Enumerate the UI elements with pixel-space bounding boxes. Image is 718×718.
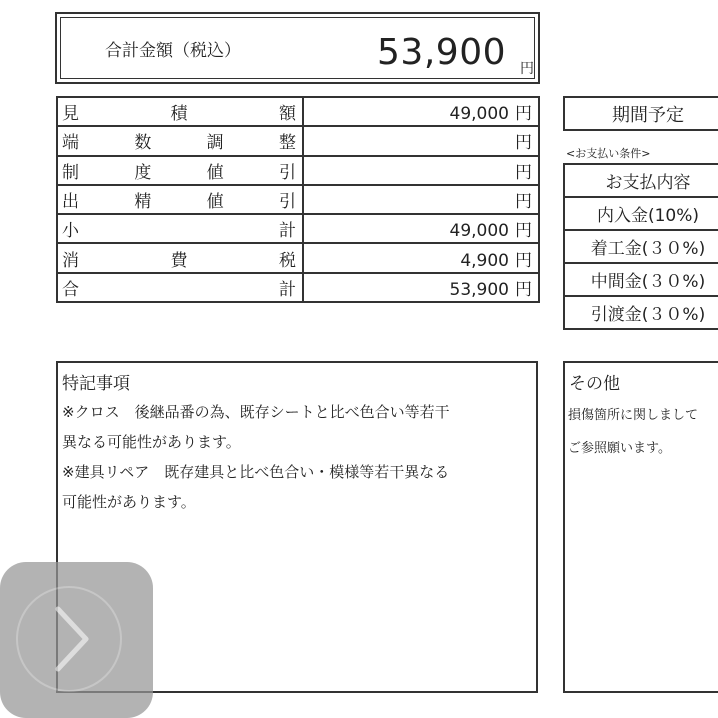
estimate-value-cell <box>303 214 539 243</box>
estimate-label-cell <box>57 243 303 272</box>
table-row <box>57 126 539 155</box>
table-row <box>564 164 718 197</box>
period-box <box>563 96 718 131</box>
payment-header: お支払内容 <box>564 164 718 197</box>
estimate-label-char: 端 <box>62 133 79 154</box>
table-row <box>57 243 539 272</box>
estimate-label-cell <box>57 126 303 155</box>
note-line: ※建具リペア 既存建具と比べ色合い・模様等若干異なる <box>62 463 450 481</box>
estimate-label-char: 値 <box>206 192 224 213</box>
total-label: 合計金額（税込） <box>105 41 241 61</box>
table-row <box>564 263 718 296</box>
table-row <box>57 273 539 302</box>
table-row <box>57 185 539 214</box>
estimate-label-char: 計 <box>279 221 296 242</box>
other-notes-title: その他 <box>569 374 620 394</box>
estimate-value-cell <box>303 185 539 214</box>
total-unit: 円 <box>520 61 534 77</box>
estimate-value: 4,900 <box>460 250 509 271</box>
estimate-label-cell <box>57 273 303 302</box>
table-row <box>564 230 718 263</box>
chevron-right-icon <box>14 584 124 694</box>
next-page-button[interactable] <box>0 562 153 718</box>
estimate-value: 49,000 <box>449 104 509 125</box>
estimate-label-char: 引 <box>278 162 296 183</box>
table-row <box>57 214 539 243</box>
estimate-label-char: 数 <box>134 133 152 154</box>
estimate-label-char: 出 <box>62 192 79 213</box>
estimate-unit: 円 <box>515 162 532 183</box>
payment-caption: <お支払い条件> <box>566 147 651 160</box>
estimate-label-char: 積 <box>170 104 188 125</box>
payment-table <box>563 163 718 330</box>
estimate-label-char: 額 <box>279 104 296 125</box>
period-label: 期間予定 <box>612 104 684 126</box>
special-notes-title: 特記事項 <box>62 374 130 394</box>
estimate-value-cell <box>303 97 539 126</box>
estimate-label-char: 整 <box>278 133 296 154</box>
other-notes-box <box>563 361 718 693</box>
estimate-label-char: 調 <box>206 133 224 154</box>
total-amount: 53,900 <box>377 32 506 73</box>
payment-item: 内入金(10%) <box>564 197 718 230</box>
estimate-label-char: 費 <box>170 250 188 271</box>
total-amount-box <box>55 12 540 84</box>
estimate-label-char: 度 <box>134 162 152 183</box>
estimate-label-cell <box>57 214 303 243</box>
other-note-line: 損傷箇所に関しまして <box>568 408 699 423</box>
table-row <box>57 156 539 185</box>
note-line: 可能性があります。 <box>62 493 196 511</box>
table-row <box>564 197 718 230</box>
estimate-unit: 円 <box>515 104 532 125</box>
estimate-label-char: 見 <box>62 104 79 125</box>
payment-item: 引渡金(３０%) <box>564 296 718 329</box>
estimate-value-cell <box>303 156 539 185</box>
estimate-value-cell <box>303 126 539 155</box>
estimate-label-char: 税 <box>279 250 296 271</box>
estimate-unit: 円 <box>515 133 532 154</box>
estimate-unit: 円 <box>515 279 532 300</box>
table-row <box>564 296 718 329</box>
estimate-label-cell <box>57 156 303 185</box>
estimate-label-char: 消 <box>62 250 79 271</box>
payment-item: 着工金(３０%) <box>564 230 718 263</box>
estimate-label-cell <box>57 185 303 214</box>
estimate-value-cell <box>303 273 539 302</box>
estimate-label-char: 小 <box>62 221 79 242</box>
estimate-label-char: 計 <box>279 279 296 300</box>
estimate-unit: 円 <box>515 221 532 242</box>
estimate-unit: 円 <box>515 192 532 213</box>
payment-item: 中間金(３０%) <box>564 263 718 296</box>
estimate-label-cell <box>57 97 303 126</box>
estimate-value: 49,000 <box>449 221 509 242</box>
note-line: ※クロス 後継品番の為、既存シートと比べ色合い等若干 <box>62 403 450 421</box>
estimate-label-char: 精 <box>134 192 152 213</box>
estimate-label-char: 制 <box>62 162 79 183</box>
other-note-line: ご参照願います。 <box>568 441 671 456</box>
estimate-table <box>56 96 540 303</box>
estimate-label-char: 値 <box>206 162 224 183</box>
estimate-label-char: 引 <box>278 192 296 213</box>
table-row <box>57 97 539 126</box>
estimate-label-char: 合 <box>62 279 79 300</box>
estimate-value-cell <box>303 243 539 272</box>
estimate-value: 53,900 <box>449 279 509 300</box>
estimate-unit: 円 <box>515 250 532 271</box>
note-line: 異なる可能性があります。 <box>62 433 241 451</box>
